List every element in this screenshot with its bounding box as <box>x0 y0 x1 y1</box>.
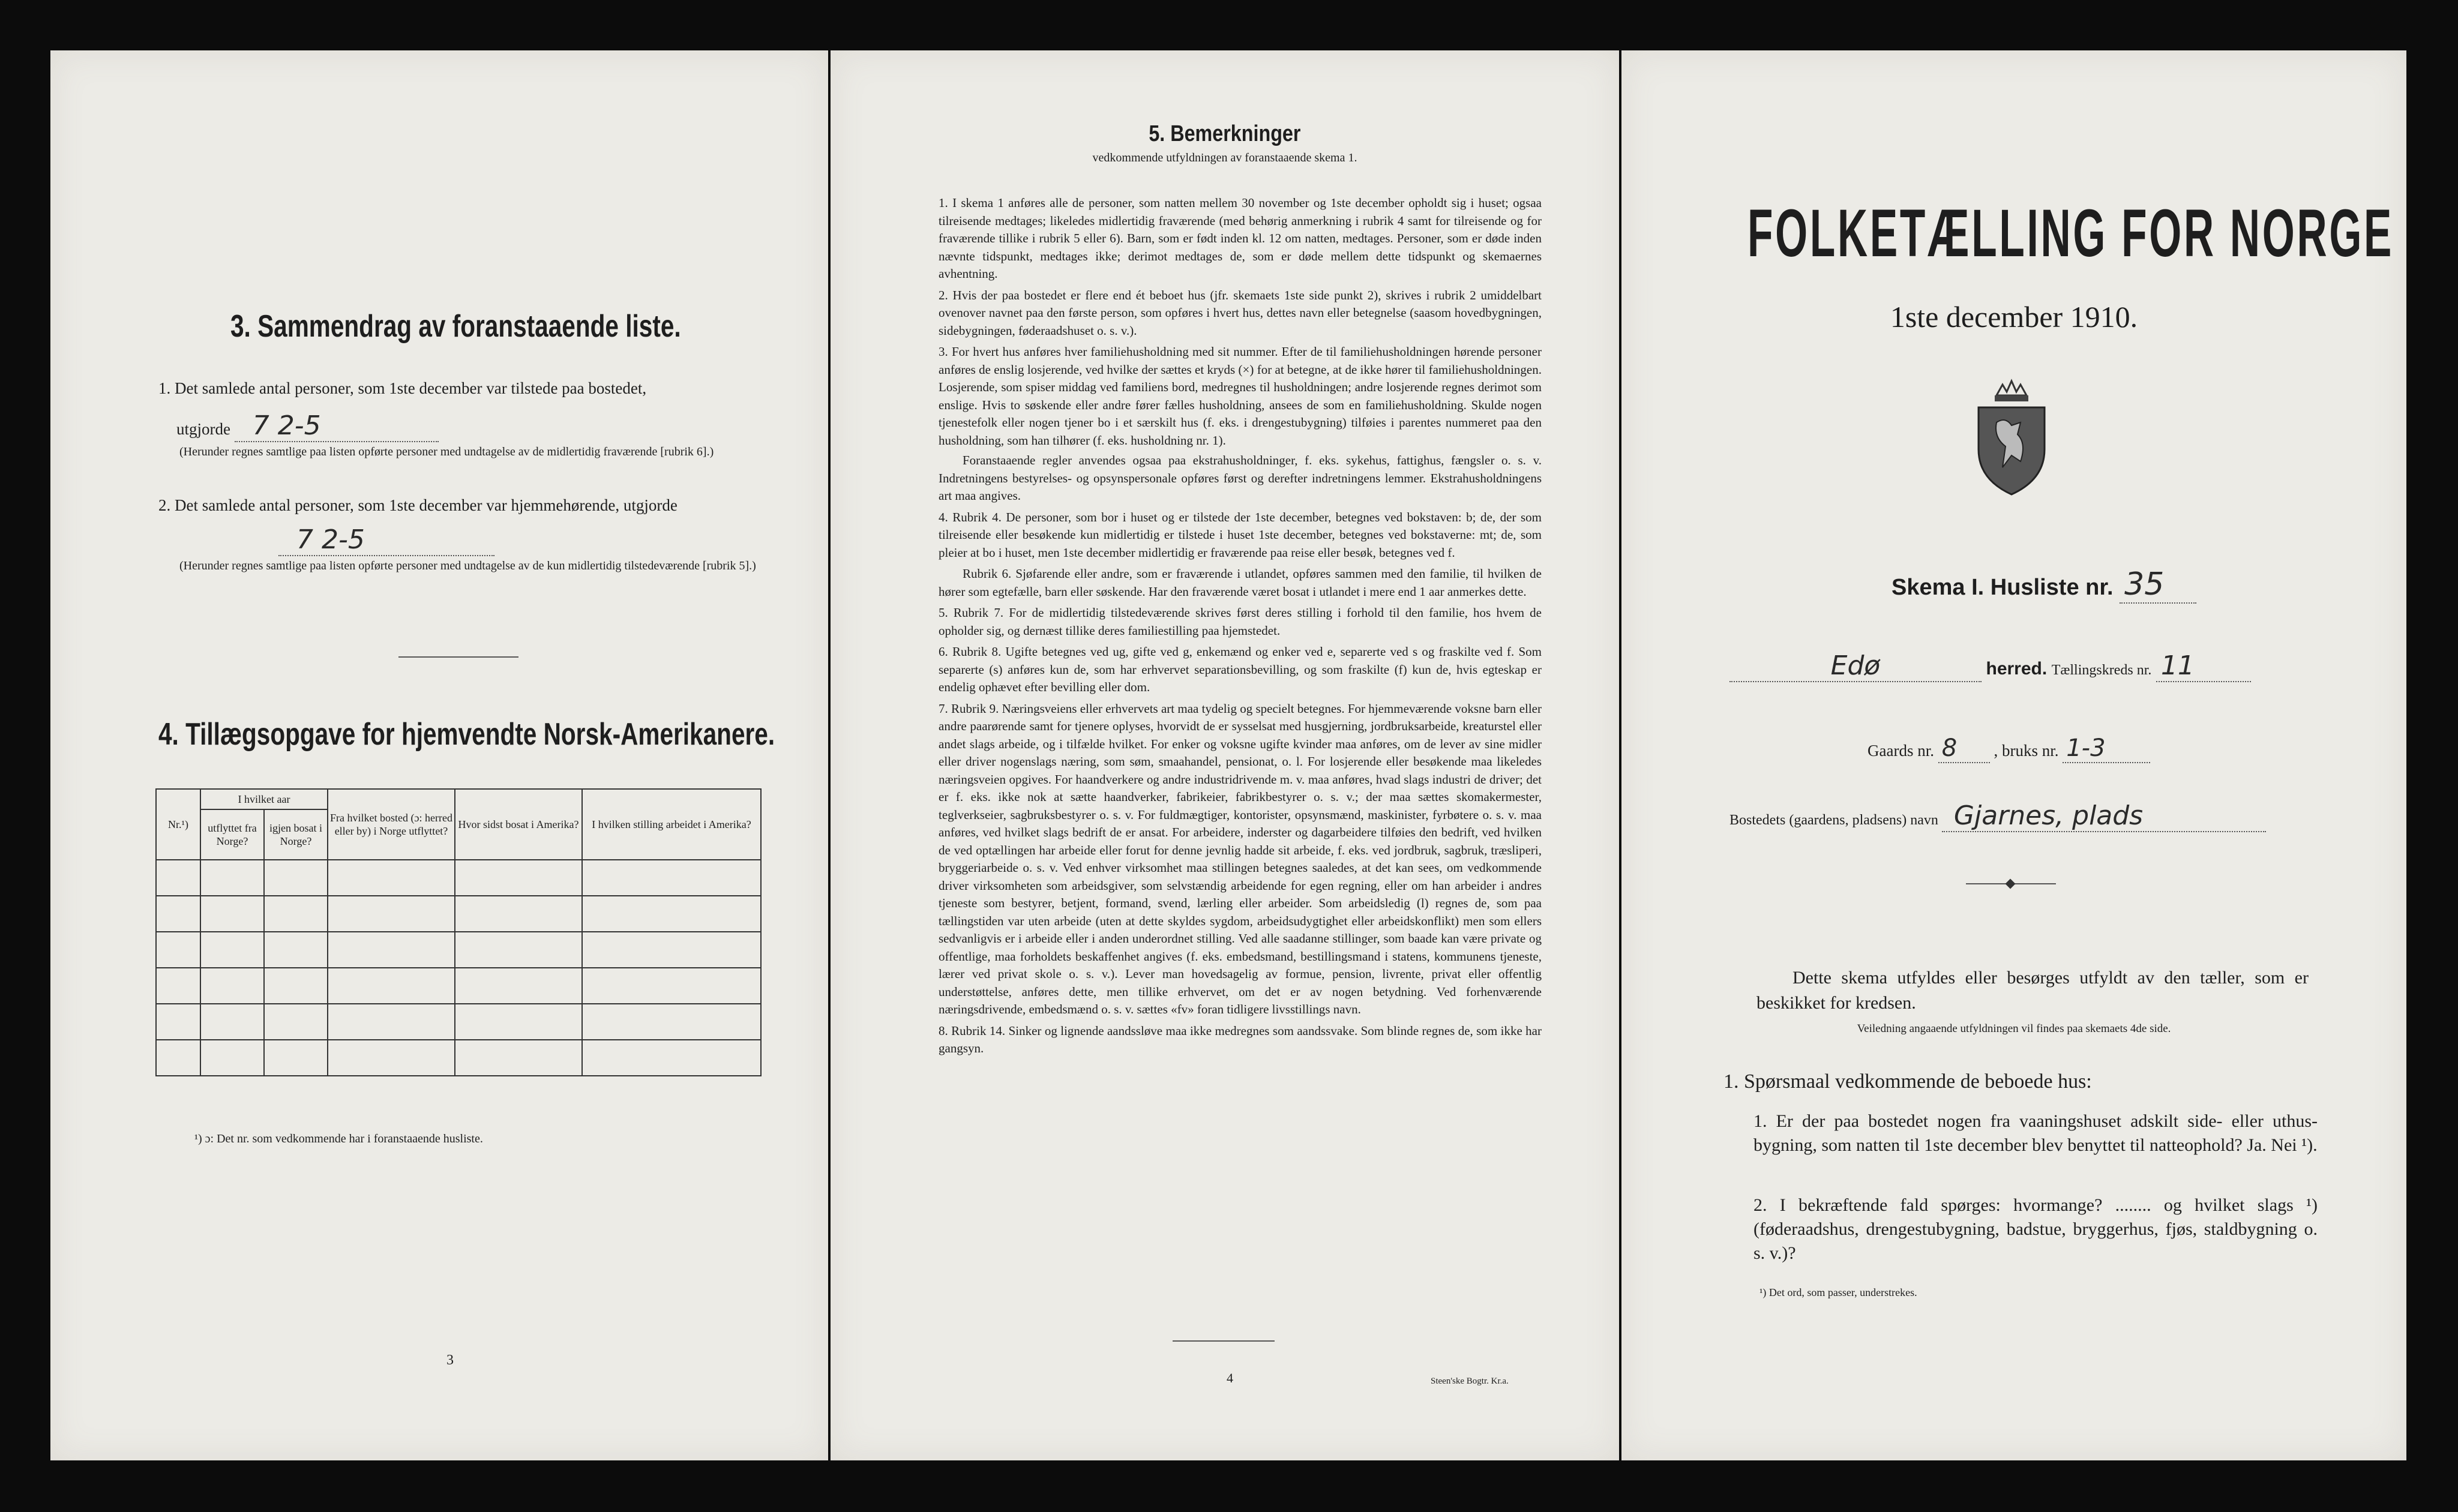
bemerkninger-subtitle: vedkommende utfyldningen av foranstaaende skema 1. <box>1092 151 1357 164</box>
middle-page <box>831 50 1619 1460</box>
section4-title: 4. Tillægsopgave for hjemvendte Norsk-Amerikanere. <box>158 717 775 752</box>
col-fra-bosted: Fra hvilket bosted (ɔ: herred eller by) i Norge utflyttet? <box>328 789 455 860</box>
bruks-label: , bruks nr. <box>1994 742 2059 760</box>
census-title: FOLKETÆLLING FOR NORGE <box>1747 196 2394 271</box>
question-2: 2. I bekræftende fald spørges: hvormange? ........ og hvilket slags ¹) (føderaadshus, drengestubygning, badstue, bryggerhus, fjøs, staldbygning o. s. v.)? <box>1753 1195 2318 1263</box>
remark-2: 2. Hvis der paa bostedet er flere end ét beboet hus (jfr. skemaets 1ste side punkt 2), skrives i rubrik 2 umiddelbart ovenover navnet paa den første person, som opføres i hvert hus, dettes navn eller betegnelse (saasom hovedbygningen, sidebygningen, føderaadshuset o. s. v.). <box>939 287 1542 338</box>
table-row <box>156 1004 761 1040</box>
col-igjen-bosat: igjen bosat i Norge? <box>264 809 328 860</box>
page-number: 3 <box>446 1352 454 1368</box>
ornament <box>1966 880 2056 887</box>
census-date: 1ste december 1910. <box>1890 300 2138 334</box>
remark-3b: Foranstaaende regler anvendes ogsaa paa ekstrahusholdninger, f. eks. sykehus, fattighus, fængsler o. s. v. Indretningens bestyrelses- og opsynspersonale opføres først og derefter indretningens lemmer. Ekstrahusholdningens art maa angives. <box>939 453 1542 503</box>
printer-mark: Steen'ske Bogtr. Kr.a. <box>1431 1376 1509 1386</box>
question-1: 1. Er der paa bostedet nogen fra vaaningshuset adskilt side- eller uthus-bygning, som natten til 1ste december blev benyttet til natteophold? Ja. Nei ¹). <box>1753 1111 2318 1155</box>
kreds-number: 11 <box>2156 650 2251 682</box>
husliste-number: 35 <box>2120 566 2196 604</box>
item1-handwritten-count: 7 2-5 <box>235 410 439 442</box>
gaards-label: Gaards nr. <box>1868 742 1934 760</box>
remark-1: 1. I skema 1 anføres alle de personer, som natten mellem 30 november og 1ste december opholdt sig i huset; ogsaa tilreisende medtages; likeledes midlertidig fraværende (med behørig anmerkning i rubrik 4 samt for tilreisende og for fraværende tillike i rubrik 5 eller 6). Barn, som er født inden kl. 12 om natten, medtages. Personer, som er døde inden nævnte tidspunkt, medtages ikke; derimot medtages de, som er døde mellem dette tidspunkt og skemaernes avhentning. <box>939 196 1542 281</box>
item2-note: (Herunder regnes samtlige paa listen opførte personer med undtagelse av de kun midlertidig tilstedeværende [rubrik 5].) <box>179 559 756 572</box>
gaards-number: 8 <box>1938 734 1990 763</box>
bemerkninger-title: 5. Bemerkninger <box>1149 121 1301 146</box>
footnote: ¹) Det ord, som passer, understrekes. <box>1759 1286 1917 1298</box>
item2-handwritten-count: 7 2-5 <box>278 524 494 556</box>
remark-4: 4. Rubrik 4. De personer, som bor i huset og er tilstede der 1ste december, betegnes ved bokstaven: b; de, der som tilreisende eller besøkende kun midlertidig er tilstede i huset 1ste december, betegnes ved bokstaverne: mt; de, som pleier at bo i huset, men 1ste december midlertidig er fraværende paa reise eller besøk, betegnes ved f. <box>939 509 1542 560</box>
skema-label: Skema I. Husliste nr. <box>1892 575 2114 600</box>
intro-text: Dette skema utfyldes eller besørges utfyldt av den tæller, som er beskikket for kredsen. <box>1756 968 2309 1013</box>
divider <box>398 656 518 658</box>
col-sidst-bosat: Hvor sidst bosat i Amerika? <box>455 789 582 860</box>
table-row <box>156 1040 761 1076</box>
table-row <box>156 932 761 968</box>
col-stilling: I hvilken stilling arbeidet i Amerika? <box>582 789 761 860</box>
table-row <box>156 896 761 932</box>
col-utflyttet: utflyttet fra Norge? <box>200 809 264 860</box>
table-footnote: ¹) ɔ: Det nr. som vedkommende har i foranstaaende husliste. <box>194 1132 483 1145</box>
norsk-amerikanere-table <box>155 788 762 1076</box>
remark-7: 7. Rubrik 9. Næringsveiens eller erhvervets art maa tydelig og specielt betegnes. For hjemmeværende voksne barn eller andre paarørende samt for tjenere oplyses, hvorvidt de er sysselsat med husgjerning, jordbruksarbeide, kreaturstel eller andet slags arbeide, og i tilfælde hvilket. For enker og voksne ugifte kvinder maa anføres, om de lever av sine midler eller driver nogenslags næring, som søm, smaahandel, pensionat, o. l. For losjerende eller besøkende maa likeledes næringsveien opgives. For haandverkere og andre industridrivende m. v. maa anføres, hvad slags industri de driver; det er f. eks. ikke nok at sætte haandverker, fabrikeier, fabrikbestyrer o. s. v.; der maa sættes skomakermester, teglverkseier, sagbruksbestyrer o. s. v. For fuldmægtiger, kontorister, opsynsmænd, maskinister, fyrbøtere o. s. v. maa anføres, ved hvilket slags bedrift de er ansat. For arbeidere, inderster og dagarbeidere tilføies den bedrift, ved hvilken de ved optællingen har arbeide eller forut for denne jevnlig hadde sit arbeide, f. eks. ved jordbruk, sagbruk, træsliperi, bryggeriarbeide o. s. v. Ved enhver virksomhet maa stillingen betegnes saaledes, at det kan sees, om vedkommende driver virksomheten som arbeidsgiver, som selvstændig arbeidende for egen regning, eller om han arbeider i andres tjeneste som bestyrer, betjent, formand, svend, lærling eller arbeider. Som arbeidsledig (l) regnes de, som paa tællingstiden var uten arbeide (uten at dette skyldes sygdom, arbeidsudygtighet eller arbeidskonflikt) men som ellers sedvanligvis er i arbeide eller i anden underordnet stilling. Ved alle saadanne stillinger, som baade kan være private og offentlige, maa forholdets beskaffenhet angives (f. eks. embedsmand, bestillingsmand i statens, kommunens tjeneste, lærer ved privat skole o. s. v.). Lever man hovedsagelig av formue, pension, livrente, privat eller offentlig understøttelse, anføres dette, men tillike erhvervet, om det er av nogen betydning. Ved forhenværende næringsdrivende, embedsmænd o. s. v. sættes «fv» foran tidligere livsstillings navn. <box>939 701 1542 1016</box>
item2-text: 2. Det samlede antal personer, som 1ste december var hjemmehørende, utgjorde <box>158 496 678 514</box>
item1-note: (Herunder regnes samtlige paa listen opførte personer med undtagelse av de midlertidig fraværende [rubrik 6].) <box>179 445 714 458</box>
kreds-label: Tællingskreds nr. <box>2051 662 2152 678</box>
herred-name: Edø <box>1729 650 1982 682</box>
remark-6: 6. Rubrik 8. Ugifte betegnes ved ug, gifte ved g, enkemænd og enker ved e, separerte ved s og fraskilte ved f. Som separerte (s) anføres kun de, som har erhvervet separationsbevilling, og som fraskilte (f) kun de, hvis egteskap er endelig ophævet efter bevilling eller dom. <box>939 644 1542 694</box>
coat-of-arms-icon <box>1970 377 2054 497</box>
bosted-name: Gjarnes, plads <box>1942 800 2266 832</box>
remark-8: 8. Rubrik 14. Sinker og lignende aandssløve maa ikke medregnes som aandssvake. Som blinde regnes de, som ikke har gangsyn. <box>939 1023 1542 1055</box>
col-nr: Nr.¹) <box>156 789 200 860</box>
intro-note: Veiledning angaaende utfyldningen vil findes paa skemaets 4de side. <box>1857 1022 2171 1035</box>
bruks-number: 1-3 <box>2063 734 2150 763</box>
table-row <box>156 968 761 1004</box>
bosted-label: Bostedets (gaardens, pladsens) navn <box>1729 812 1938 828</box>
remark-4b: Rubrik 6. Sjøfarende eller andre, som er fraværende i utlandet, opføres sammen med den familie, til hvilken de hører som egtefælle, barn eller søskende. Har den fraværende været bosat i utlandet i mere end 1 aar anmerkes dette. <box>939 566 1542 599</box>
section3-title: 3. Sammendrag av foranstaaende liste. <box>230 309 681 344</box>
table-row <box>156 860 761 896</box>
remark-3: 3. For hvert hus anføres hver familiehusholdning med sit nummer. Efter de til familiehusholdningen hørende personer anføres de enslig losjerende, ved hvilke der sættes et kryds (×) for at betegne, at de ikke hører til familiehusholdningen. Losjerende, som spiser middag ved familiens bord, medregnes til husholdningen; andre losjerende regnes derimot som enslige. Hvis to søskende eller andre fører fælles husholdning, ansees de som en familiehusholdning. Skulde nogen tjenestefolk eller nogen tjener bo i et særskilt hus (f. eks. i drengestubygning) tilføies i parentes nummeret paa den husholdning, som han tilhører (f. eks. husholdning nr. 1). <box>939 344 1542 448</box>
bemerkninger-list <box>939 194 1542 1058</box>
item1-prefix: utgjorde <box>176 420 230 438</box>
right-page <box>1621 50 2406 1460</box>
remark-5: 5. Rubrik 7. For de midlertidig tilstedeværende skrives først deres stilling i forhold til den familie, hos hvem de opholder sig, og dernæst tillike deres familiestilling paa hjemstedet. <box>939 605 1542 638</box>
questions-title: 1. Spørsmaal vedkommende de beboede hus: <box>1723 1070 2092 1093</box>
left-page <box>50 50 828 1460</box>
page-number: 4 <box>1227 1370 1233 1385</box>
herred-label: herred. <box>1986 659 2048 679</box>
divider <box>1173 1340 1275 1342</box>
col-group-aar: I hvilket aar <box>200 789 328 809</box>
item1-text: 1. Det samlede antal personer, som 1ste december var tilstede paa bostedet, <box>158 379 647 397</box>
